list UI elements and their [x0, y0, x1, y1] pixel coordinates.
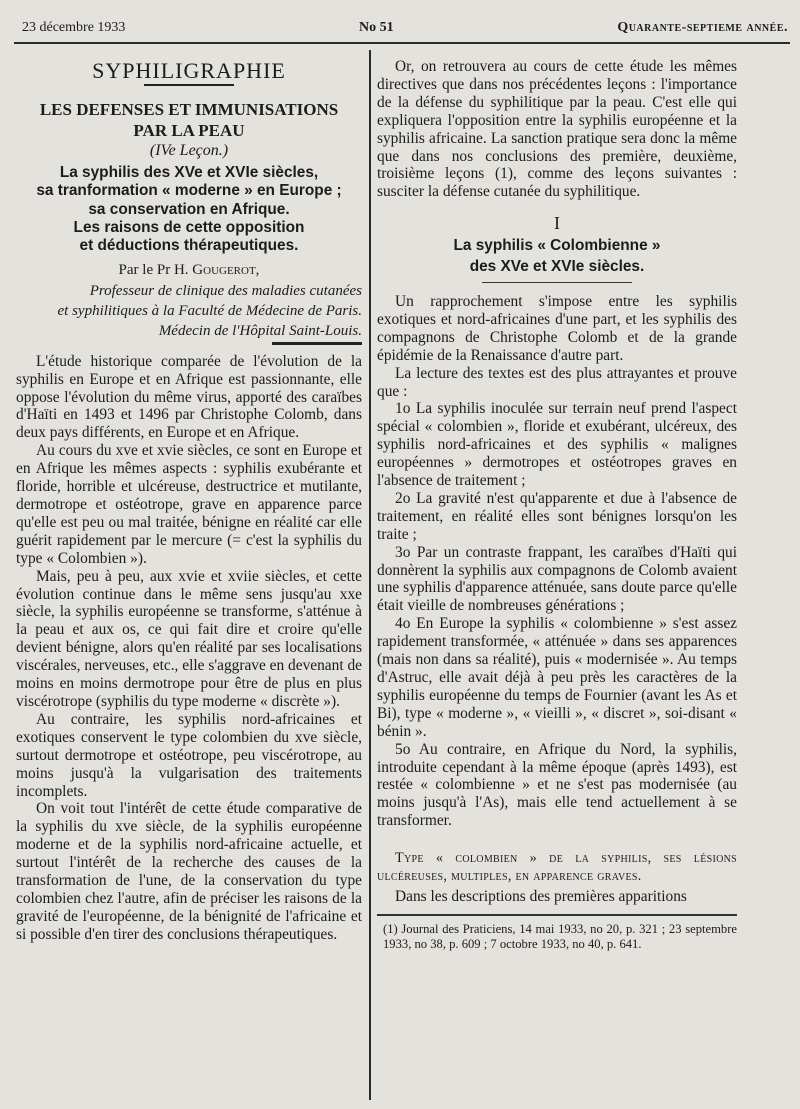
affiliation-line: Médecin de l'Hôpital Saint-Louis. [158, 322, 362, 339]
byline-prefix: Par le Pr H. [118, 261, 193, 278]
footnote-rule [377, 914, 737, 916]
section-heading-line-2: des XVe et XVIe siècles. [469, 257, 645, 275]
body-paragraph: L'étude historique comparée de l'évolution de la syphilis en Europe et en Afrique est passionnante, elle oppose l'évolution du même virus, apporté des caraïbes d'Haïti en 1493 et 1496 par Christophe Colomb, dans deux pays différents, en Europe et en Afrique. [16, 352, 362, 442]
intro-paragraph: Or, on retrouvera au cours de cette étude les mêmes directives que dans nos précédentes leçons : l'importance de la défense du syphilitique par la peau. C'est elle qui expliquera l'opposition entre la syphilis européenne et la syphilis africaine. La sanction pratique sera donc la même que dans nos conclusions des première, deuxième, troisième leçons (1), comme des leçons suivantes : susciter la défense cutanée du syphilitique. [377, 58, 737, 201]
subtitle-line: et déductions thérapeutiques. [79, 237, 299, 255]
lesson-number: (IVe Leçon.) [149, 141, 229, 159]
section-rule [144, 84, 234, 86]
byline [16, 262, 362, 280]
body-paragraph: La lecture des textes est des plus attrayantes et prouve que : [377, 364, 737, 400]
numbered-point: 3o Par un contraste frappant, les caraïbes d'Haïti qui donnèrent la syphilis aux compagnons de Colomb avaient une syphilis d'apparence atténuée, sans doute parce qu'elle était vieille de nombreuses générations ; [377, 543, 737, 615]
article-title-line-2: PAR LA PEAU [133, 120, 245, 140]
numbered-point: 4o En Europe la syphilis « colombienne » s'est assez rapidement transformée, « atténuée » dans ses apparences (mais non dans sa réalité), puis « modernisée ». Au temps d'Astruc, elle avait déjà à peu près les caractères de la syphilis européenne du temps de Fournier (avant les As et Bi), type « moderne », « vieilli », « discret », soi-disant « bénin ». [377, 615, 737, 740]
subtitle-line: sa conservation en Afrique. [88, 200, 290, 218]
numbered-point: 5o Au contraire, en Afrique du Nord, la syphilis, introduite cependant à la même époque (après 1493), est restée « colombienne » et ne s'est pas modernisée (au moins jusqu'à l'As), mais elle tend actuellement à se transformer. [377, 740, 737, 830]
body-paragraph: Au cours du xve et xvie siècles, ce sont en Europe et en Afrique les mêmes aspects : syphilis exubérante et floride, horrible et ulcéreuse, destructrice et mutilante, dermotrope et ostéotrope, grave en apparence parce qu'elle est peu ou mal traitée, bénigne en réalité car elle guérit rapidement par le mercure (= c'est la syphilis du type « Colombien »). [16, 442, 362, 567]
section-title: SYPHILIGRAPHIE [92, 58, 286, 83]
subsection-heading: Type « colombien » de la syphilis, ses lésions ulcéreuses, multiples, en apparence graves. [377, 850, 737, 885]
numbered-point: 2o La gravité n'est qu'apparente et due à l'absence de traitement, en réalité elles sont bénignes lorsqu'on les traite ; [377, 489, 737, 543]
footnote: (1) Journal des Praticiens, 14 mai 1933, no 20, p. 321 ; 23 septembre 1933, no 38, p. 609 ; 7 octobre 1933, no 40, p. 641. [383, 921, 737, 951]
page-header [14, 14, 790, 44]
article-title-line-1: LES DEFENSES ET IMMUNISATIONS [39, 99, 339, 119]
body-paragraph: Au contraire, les syphilis nord-africaines et exotiques conservent le type colombien du xve siècle, surtout dermotrope et ostéotrope, peu viscérotrope, au moins jusqu'à la vulgarisation des traitements incomplets. [16, 710, 362, 800]
body-paragraph: Dans les descriptions des premières apparitions [395, 887, 687, 905]
author-name: Gougerot, [192, 261, 260, 278]
body-paragraph: On voit tout l'intérêt de cette étude comparative de la syphilis du xve siècle, de la syphilis européenne moderne et de la syphilis nord-africaine actuelle, et surtout l'intérêt de la recherche des causes de la transformation de l'une, de la conservation du type colombien chez l'autre, afin de préciser les raisons de la gravité de l'européenne, de la bénignité de l'africaine et si possible d'en tirer des conclusions thérapeutiques. [16, 800, 362, 943]
issue-number: No 51 [359, 20, 394, 35]
section-heading-rule [482, 282, 632, 283]
subtitle-line: sa tranformation « moderne » en Europe ; [36, 182, 342, 200]
section-numeral: I [554, 213, 560, 234]
subtitle-line: Les raisons de cette opposition [73, 219, 305, 237]
body-paragraph: Mais, peu à peu, aux xvie et xviie siècles, et cette évolution continue dans le même sens jusqu'au xxe siècle, la syphilis européenne se transforme, s'atténue à la peau et aux os, ce qui fait dire et croire qu'elle devient bénigne, alors qu'en réalité par ses localisations viscérales, nerveuses, etc., elle s'aggrave en devenant de moins en moins dermotrope pour être de plus en plus viscérotrope (syphilis du type moderne « discrète »). [16, 567, 362, 710]
byline-rule [272, 342, 362, 345]
body-paragraph: Un rapprochement s'impose entre les syphilis exotiques et nord-africaines d'une part, et les syphilis des compagnons de Christophe Colomb et de la grande épidémie de la Renaissance d'autre part. [377, 292, 737, 364]
issue-date: 23 décembre 1933 [22, 20, 126, 35]
left-column [16, 56, 362, 944]
subtitle-line: La syphilis des XVe et XVIe siècles, [59, 163, 319, 181]
volume-year: Quarante-septieme année. [617, 20, 788, 35]
affiliation-line: Professeur de clinique des maladies cutanées [89, 282, 362, 299]
column-divider [369, 50, 371, 1100]
right-column [377, 58, 737, 951]
affiliation-line: et syphilitiques à la Faculté de Médecine de Paris. [57, 302, 362, 319]
section-heading-line-1: La syphilis « Colombienne » [453, 237, 661, 255]
numbered-point: 1o La syphilis inoculée sur terrain neuf prend l'aspect spécial « colombien », floride et exubérant, ulcéreux, des syphilis nord-africaines et des syphilis « malignes européennes » dermotropes et ostéotropes graves en l'absence de traitement ; [377, 400, 737, 490]
